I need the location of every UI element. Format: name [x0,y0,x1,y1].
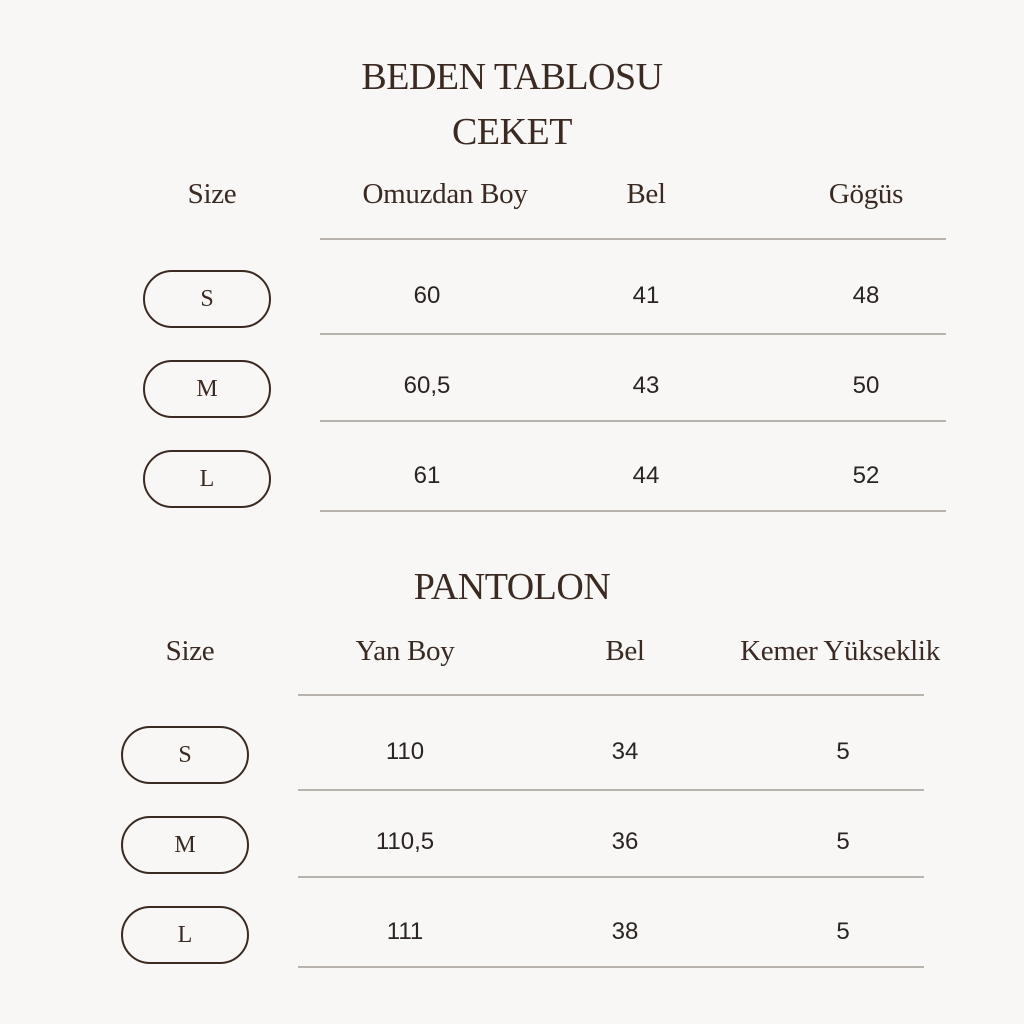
ceket-m-gogus: 50 [852,372,880,399]
pantolon-l-kemer-yukseklik: 5 [836,918,850,945]
ceket-col-omuzdan-boy: Omuzdan Boy [362,178,528,210]
pantolon-s-yan-boy: 110 [385,738,425,765]
ceket-size-l-pill: L [143,450,271,508]
ceket-m-bel: 43 [632,372,660,399]
ceket-s-omuzdan-boy: 60 [413,282,441,309]
pantolon-row-divider [298,966,924,968]
ceket-col-size: Size [187,178,237,210]
pantolon-s-bel: 34 [611,738,639,765]
ceket-l-omuzdan-boy: 61 [413,462,441,489]
ceket-s-gogus: 48 [852,282,880,309]
ceket-header-divider [320,238,946,240]
pantolon-size-s-pill: S [121,726,249,784]
pantolon-size-m-pill: M [121,816,249,874]
ceket-l-gogus: 52 [852,462,880,489]
pantolon-header-divider [298,694,924,696]
ceket-col-bel: Bel [626,178,666,210]
ceket-s-bel: 41 [632,282,660,309]
pantolon-l-yan-boy: 111 [386,918,424,945]
pantolon-s-kemer-yukseklik: 5 [836,738,850,765]
ceket-size-s-pill: S [143,270,271,328]
pantolon-m-kemer-yukseklik: 5 [836,828,850,855]
pantolon-row-divider [298,876,924,878]
ceket-m-omuzdan-boy: 60,5 [403,372,451,399]
pantolon-heading: PANTOLON [413,566,611,608]
ceket-row-divider [320,333,946,335]
pantolon-size-l-pill: L [121,906,249,964]
pantolon-col-yan-boy: Yan Boy [355,635,455,667]
page-title: BEDEN TABLOSU [361,56,663,98]
ceket-row-divider [320,510,946,512]
pantolon-col-bel: Bel [605,635,645,667]
pantolon-m-bel: 36 [611,828,639,855]
ceket-l-bel: 44 [632,462,660,489]
ceket-row-divider [320,420,946,422]
ceket-size-m-pill: M [143,360,271,418]
ceket-heading: CEKET [452,111,572,153]
pantolon-l-bel: 38 [611,918,639,945]
pantolon-m-yan-boy: 110,5 [375,828,435,855]
ceket-col-gogus: Gögüs [828,178,904,210]
pantolon-col-kemer-yukseklik: Kemer Yükseklik [740,635,940,667]
pantolon-col-size: Size [165,635,215,667]
pantolon-row-divider [298,789,924,791]
